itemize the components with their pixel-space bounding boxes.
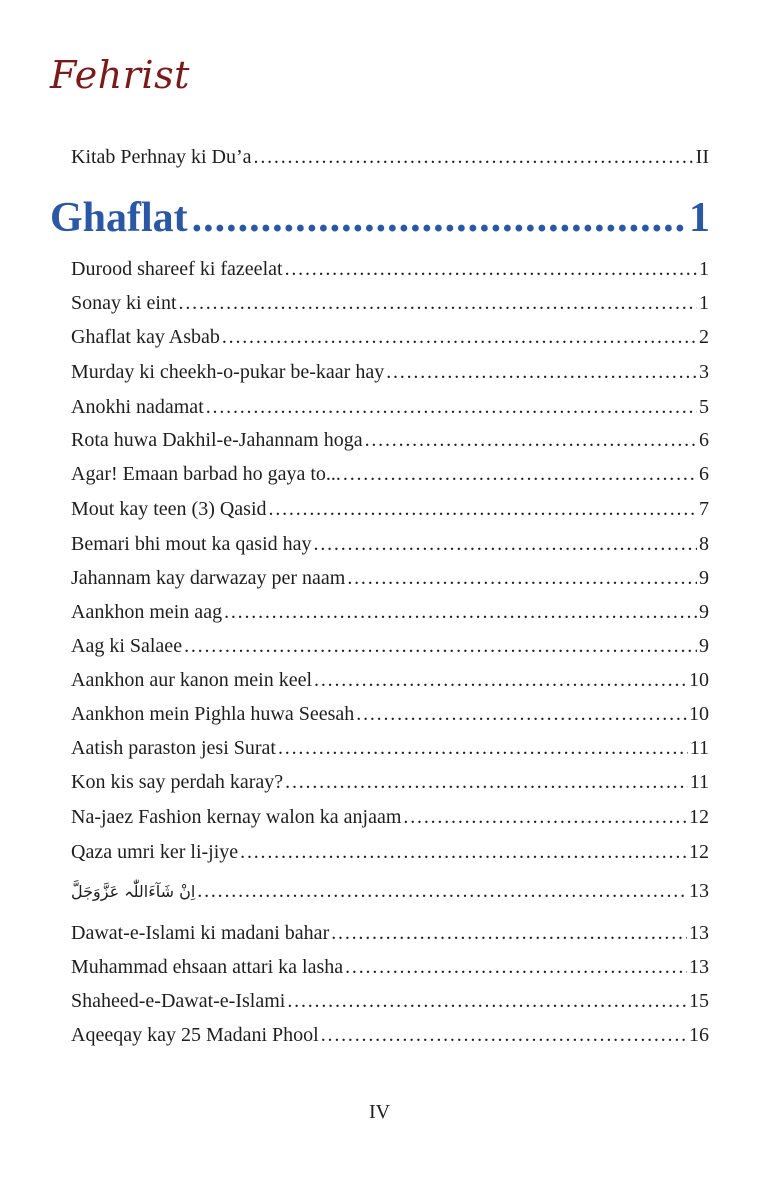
toc-entry-page: 9 bbox=[699, 601, 709, 623]
toc-entry-title: Jahannam kay darwazay per naam bbox=[71, 567, 346, 589]
dot-leader bbox=[192, 190, 685, 246]
toc-entry[interactable] bbox=[71, 255, 709, 283]
toc-entry-title: Aankhon mein Pighla huwa Seesah bbox=[71, 703, 355, 725]
chapter-heading[interactable] bbox=[50, 190, 710, 246]
dot-leader bbox=[269, 495, 697, 523]
toc-entry-title: Sonay ki eint bbox=[71, 292, 177, 314]
chapter-title: Ghaflat bbox=[50, 195, 188, 241]
toc-entry-page: 12 bbox=[689, 806, 709, 828]
dot-leader bbox=[285, 768, 688, 796]
toc-entry[interactable] bbox=[71, 460, 709, 488]
toc-entry-page: 13 bbox=[689, 956, 709, 978]
toc-entry-page: 15 bbox=[689, 990, 709, 1012]
toc-entry-title: Dawat-e-Islami ki madani bahar bbox=[71, 922, 330, 944]
dot-leader bbox=[321, 1021, 687, 1049]
toc-entry-page: 6 bbox=[699, 463, 709, 485]
dot-leader bbox=[365, 426, 697, 454]
toc-entry[interactable] bbox=[71, 803, 709, 831]
toc-entry-page: 9 bbox=[699, 567, 709, 589]
toc-entry-page: 11 bbox=[689, 737, 709, 759]
dot-leader bbox=[254, 143, 694, 171]
toc-entry-title: Ghaflat kay Asbab bbox=[71, 326, 220, 348]
dot-leader bbox=[287, 987, 687, 1015]
dot-leader bbox=[403, 803, 687, 831]
toc-entry-page: 2 bbox=[699, 326, 709, 348]
toc-entry[interactable] bbox=[71, 768, 709, 796]
toc-entry-title: Aankhon aur kanon mein keel bbox=[71, 669, 313, 691]
dot-leader bbox=[224, 598, 697, 626]
dot-leader bbox=[386, 358, 697, 386]
toc-entry-title: Shaheed-e-Dawat-e-Islami bbox=[71, 990, 286, 1012]
toc-entry[interactable] bbox=[71, 530, 709, 558]
toc-entry-title: Agar! Emaan barbad ho gaya to... bbox=[71, 463, 341, 485]
toc-entry[interactable] bbox=[71, 564, 709, 592]
page-heading: Fehrist bbox=[50, 53, 190, 97]
dot-leader bbox=[222, 323, 697, 351]
toc-entry-page: 7 bbox=[699, 498, 709, 520]
toc-entry-title: Anokhi nadamat bbox=[71, 396, 204, 418]
toc-entry[interactable] bbox=[71, 953, 709, 981]
toc-entry[interactable] bbox=[71, 393, 709, 421]
dot-leader bbox=[240, 838, 687, 866]
toc-entry-title: Bemari bhi mout ka qasid hay bbox=[71, 533, 312, 555]
toc-entry[interactable] bbox=[71, 877, 709, 906]
toc-entry-title: Aqeeqay kay 25 Madani Phool bbox=[71, 1024, 319, 1046]
toc-entry[interactable] bbox=[71, 323, 709, 351]
toc-entry-page: 10 bbox=[689, 669, 709, 691]
dot-leader bbox=[347, 564, 697, 592]
toc-entry-title: Durood shareef ki fazeelat bbox=[71, 258, 283, 280]
dot-leader bbox=[197, 877, 687, 905]
toc-entry-page: 13 bbox=[689, 880, 709, 902]
toc-entry-title: Aatish paraston jesi Surat bbox=[71, 737, 276, 759]
toc-entry-page: 1 bbox=[699, 292, 709, 314]
toc-entry-title: Aag ki Salaee bbox=[71, 635, 183, 657]
toc-entry-page: 16 bbox=[689, 1024, 709, 1046]
page-number: IV bbox=[368, 1101, 391, 1123]
toc-entry-page: 1 bbox=[699, 258, 709, 280]
dot-leader bbox=[285, 255, 697, 283]
toc-entry-title: Kitab Perhnay ki Du’a bbox=[71, 146, 252, 168]
toc-entry-page: II bbox=[695, 146, 709, 168]
toc-entry-page: 11 bbox=[689, 771, 709, 793]
dot-leader bbox=[345, 953, 687, 981]
toc-entry[interactable] bbox=[71, 358, 709, 386]
dot-leader bbox=[278, 734, 688, 762]
dot-leader bbox=[179, 289, 697, 317]
toc-entry-front[interactable] bbox=[71, 143, 709, 171]
toc-entry[interactable] bbox=[71, 632, 709, 660]
chapter-page: 1 bbox=[689, 195, 710, 241]
toc-entry-title: Qaza umri ker li-jiye bbox=[71, 841, 239, 863]
toc-entry[interactable] bbox=[71, 289, 709, 317]
toc-entry[interactable] bbox=[71, 598, 709, 626]
toc-entry-title: Kon kis say perdah karay? bbox=[71, 771, 284, 793]
toc-entry-page: 9 bbox=[699, 635, 709, 657]
toc-entry-page: 8 bbox=[699, 533, 709, 555]
toc-entry[interactable] bbox=[71, 734, 709, 762]
toc-entry[interactable] bbox=[71, 919, 709, 947]
dot-leader bbox=[206, 393, 697, 421]
dot-leader bbox=[343, 460, 697, 488]
toc-entry[interactable] bbox=[71, 495, 709, 523]
toc-entry[interactable] bbox=[71, 700, 709, 728]
toc-entry-title: Mout kay teen (3) Qasid bbox=[71, 498, 267, 520]
toc-entry[interactable] bbox=[71, 838, 709, 866]
toc-entry-title: Murday ki cheekh-o-pukar be-kaar hay bbox=[71, 361, 385, 383]
dot-leader bbox=[184, 632, 697, 660]
toc-entry-title: Rota huwa Dakhil-e-Jahannam hoga bbox=[71, 429, 363, 451]
dot-leader bbox=[314, 530, 697, 558]
toc-entry-title: اِنْ شَآءَاللّٰہ عَزَّوَجَلَّ bbox=[71, 882, 196, 901]
toc-entry-page: 6 bbox=[699, 429, 709, 451]
toc-entry[interactable] bbox=[71, 426, 709, 454]
toc-entry-title: Muhammad ehsaan attari ka lasha bbox=[71, 956, 344, 978]
toc-entry[interactable] bbox=[71, 987, 709, 1015]
toc-entry-title: Na-jaez Fashion kernay walon ka anjaam bbox=[71, 806, 402, 828]
toc-entry-title: Aankhon mein aag bbox=[71, 601, 223, 623]
toc-entry-page: 12 bbox=[689, 841, 709, 863]
dot-leader bbox=[314, 666, 687, 694]
toc-entry-page: 13 bbox=[689, 922, 709, 944]
toc-entry-page: 3 bbox=[699, 361, 709, 383]
dot-leader bbox=[331, 919, 687, 947]
toc-entry-page: 5 bbox=[699, 396, 709, 418]
dot-leader bbox=[356, 700, 687, 728]
toc-entry[interactable] bbox=[71, 1021, 709, 1049]
toc-entry-page: 10 bbox=[689, 703, 709, 725]
toc-entry[interactable] bbox=[71, 666, 709, 694]
